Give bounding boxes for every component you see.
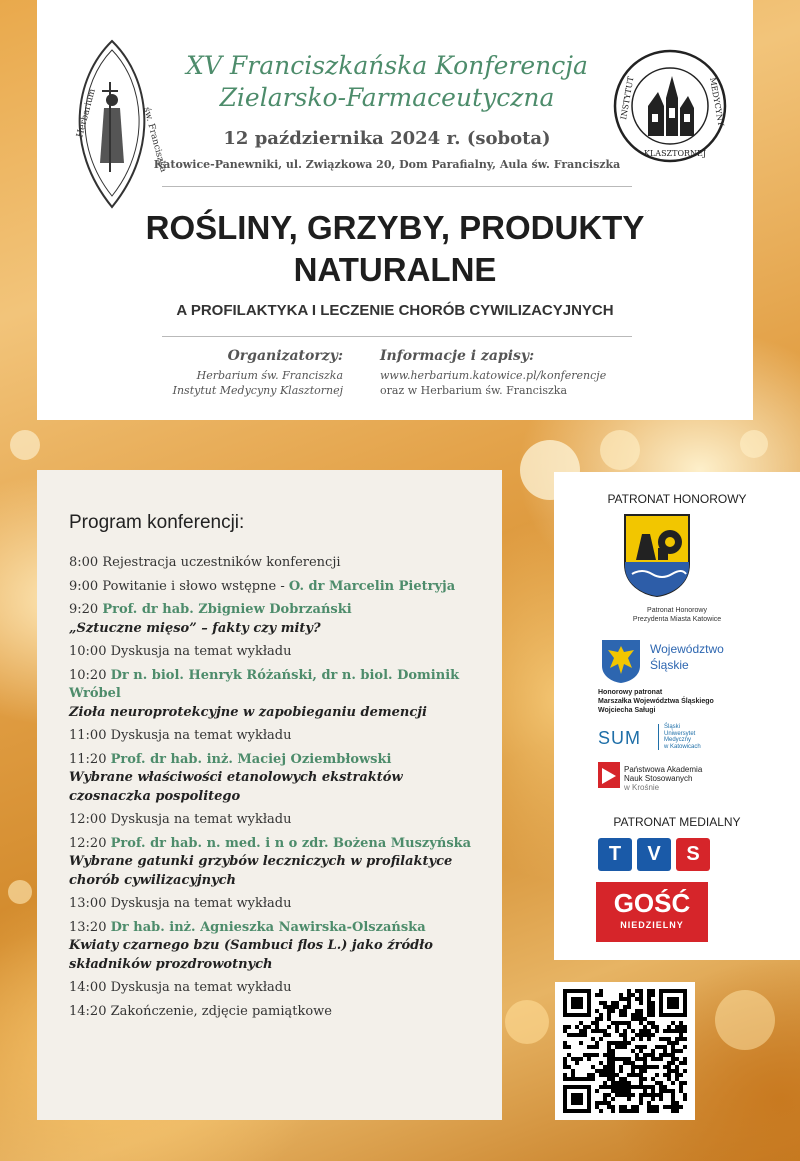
sum-line: Medyczny bbox=[664, 737, 692, 743]
entry-lecture-title: Wybrane właściwości etanolowych ekstraktów czosnaczka pospolitego bbox=[69, 770, 403, 804]
bokeh-decoration bbox=[715, 990, 775, 1050]
marshal-patronage-text: Wojciecha Saługi bbox=[598, 707, 656, 714]
entry-time: 13:20 bbox=[69, 919, 107, 935]
bokeh-decoration bbox=[740, 430, 768, 458]
program-title: Program konferencji: bbox=[69, 512, 245, 533]
header-divider bbox=[162, 336, 632, 337]
program-entry bbox=[69, 1003, 489, 1022]
program-entry bbox=[69, 979, 489, 998]
entry-text: Dyskusja na temat wykładu bbox=[110, 644, 292, 659]
sum-line: Śląski bbox=[664, 724, 681, 730]
sum-university-name bbox=[664, 724, 701, 750]
program-entry bbox=[69, 554, 489, 573]
program-entry bbox=[69, 643, 489, 662]
herbarium-seal-lettering: Herbarium bbox=[75, 87, 98, 139]
header-divider bbox=[162, 186, 632, 187]
entry-lecture-title: „Sztuczne mięso” – fakty czy mity? bbox=[69, 620, 321, 636]
svg-text:KLASZTORNEJ: KLASZTORNEJ bbox=[644, 149, 707, 158]
program-entry bbox=[69, 919, 489, 975]
entry-time: 10:20 bbox=[69, 667, 107, 683]
organizers-heading: Organizatorzy: bbox=[227, 348, 343, 364]
info-link[interactable]: www.herbarium.katowice.pl/konferencje bbox=[380, 369, 607, 382]
entry-time: 14:00 bbox=[69, 980, 107, 995]
entry-speaker: Prof. dr hab. Zbigniew Dobrzański bbox=[102, 602, 352, 617]
qr-code[interactable] bbox=[555, 982, 695, 1120]
tvs-logo-v: V bbox=[637, 838, 671, 871]
sum-line: w Katowicach bbox=[664, 743, 701, 750]
entry-speaker: Prof. dr hab. n. med. i n o zdr. Bożena Muszyńska bbox=[110, 835, 472, 851]
media-patronage-heading: PATRONAT MEDIALNY bbox=[613, 815, 741, 829]
tvs-logo-s: S bbox=[676, 838, 710, 871]
pans-name bbox=[624, 765, 702, 792]
tvs-logo-t: T bbox=[598, 838, 632, 871]
sum-line: Uniwersytet bbox=[664, 730, 696, 737]
entry-text: Dyskusja na temat wykładu bbox=[110, 812, 292, 827]
marshal-patronage-text: Honorowy patronat bbox=[598, 689, 663, 696]
subtitle: A PROFILAKTYKA I LECZENIE CHORÓB CYWILIZACYJNYCH bbox=[176, 302, 614, 319]
bokeh-decoration bbox=[8, 880, 32, 904]
herbarium-seal-icon bbox=[62, 38, 169, 210]
program-entry bbox=[69, 751, 489, 807]
entry-time: 13:00 bbox=[69, 896, 107, 911]
entry-lecture-title: Zioła neuroprotekcyjne w zapobieganiu demencji bbox=[69, 704, 427, 720]
entry-text: Rejestracja uczestników konferencji bbox=[102, 555, 341, 570]
pans-krosno-icon bbox=[598, 762, 620, 788]
marshal-patronage-text: Marszałka Województwa Śląskiego bbox=[598, 698, 714, 705]
voivodeship-name: Śląskie bbox=[650, 658, 689, 672]
entry-speaker: Dr hab. inż. Agnieszka Nawirska-Olszańska bbox=[110, 919, 426, 935]
entry-time: 10:00 bbox=[69, 644, 107, 659]
entry-lecture-title: Wybrane gatunki grzybów leczniczych w profilaktyce chorób cywilizacyjnych bbox=[69, 854, 453, 888]
program-entry bbox=[69, 667, 489, 723]
bokeh-decoration bbox=[10, 430, 40, 460]
honorary-patronage-heading: PATRONAT HONOROWY bbox=[607, 492, 747, 506]
entry-text: Dyskusja na temat wykładu bbox=[110, 896, 292, 911]
bokeh-decoration bbox=[600, 430, 640, 470]
conference-date: 12 października 2024 r. (sobota) bbox=[223, 128, 551, 149]
entry-text: Dyskusja na temat wykładu bbox=[110, 728, 292, 743]
entry-time: 11:00 bbox=[69, 728, 107, 743]
conference-location: Katowice-Panewniki, ul. Związkowa 20, Dom Parafialny, Aula św. Franciszka bbox=[153, 158, 621, 171]
program-entry bbox=[69, 578, 489, 597]
program-entry bbox=[69, 895, 489, 914]
conference-title-line1: XV Franciszkańska Konferencja bbox=[186, 51, 588, 80]
main-title-line2: NATURALNE bbox=[293, 251, 497, 288]
entry-time: 12:20 bbox=[69, 835, 107, 851]
entry-speaker: Dr n. biol. Henryk Różański, dr n. biol. Dominik Wróbel bbox=[69, 667, 460, 701]
gosc-logo-word: GOŚĆ bbox=[613, 888, 691, 918]
program-panel bbox=[37, 470, 502, 1120]
gosc-logo-subword: NIEDZIELNY bbox=[620, 920, 684, 930]
katowice-caption: Prezydenta Miasta Katowice bbox=[632, 616, 722, 623]
bokeh-decoration bbox=[505, 1000, 549, 1044]
patronage-panel bbox=[554, 472, 800, 960]
program-list bbox=[69, 554, 489, 1021]
svg-text:MEDYCYNY: MEDYCYNY bbox=[708, 76, 726, 127]
entry-time: 8:00 bbox=[69, 555, 99, 570]
voivodeship-name: Województwo bbox=[650, 642, 724, 656]
program-entry bbox=[69, 727, 489, 746]
header-panel bbox=[37, 0, 753, 420]
sum-logo: SUM bbox=[598, 728, 641, 748]
info-line: oraz w Herbarium św. Franciszka bbox=[380, 384, 568, 397]
main-title-line1: ROŚLINY, GRZYBY, PRODUKTY bbox=[145, 209, 645, 246]
katowice-caption: Patronat Honorowy bbox=[647, 607, 707, 614]
entry-text: Zakończenie, zdjęcie pamiątkowe bbox=[110, 1003, 332, 1019]
sum-divider bbox=[658, 724, 659, 750]
institute-seal-icon bbox=[612, 48, 728, 164]
entry-speaker: Prof. dr hab. inż. Maciej Oziembłowski bbox=[110, 751, 392, 767]
katowice-coat-of-arms-icon bbox=[622, 512, 692, 598]
pans-line: Nauk Stosowanych bbox=[624, 774, 693, 783]
info-heading: Informacje i zapisy: bbox=[380, 348, 535, 364]
entry-time: 11:20 bbox=[69, 751, 107, 767]
qr-code-icon bbox=[563, 989, 687, 1113]
entry-time: 9:20 bbox=[69, 602, 99, 617]
program-entry bbox=[69, 601, 489, 638]
svg-text:INSTYTUT: INSTYTUT bbox=[619, 75, 636, 121]
entry-speaker: O. dr Marcelin Pietryja bbox=[288, 578, 456, 594]
entry-lecture-title: Kwiaty czarnego bzu (Sambuci flos L.) jako źródło składników prozdrowotnych bbox=[69, 938, 433, 972]
entry-text: Powitanie i słowo wstępne - bbox=[102, 578, 285, 594]
organizer-item: Instytut Medycyny Klasztornej bbox=[172, 384, 343, 397]
pans-line: w Krośnie bbox=[624, 783, 660, 792]
silesia-eagle-icon bbox=[600, 638, 642, 684]
gosc-niedzielny-logo bbox=[596, 882, 708, 942]
entry-text: Dyskusja na temat wykładu bbox=[110, 980, 292, 995]
program-entry bbox=[69, 835, 489, 891]
conference-title-line2: Zielarsko-Farmaceutyczna bbox=[219, 83, 555, 112]
entry-time: 14:20 bbox=[69, 1003, 107, 1019]
entry-time: 12:00 bbox=[69, 812, 107, 827]
svg-text:św. Franciszka: św. Franciszka bbox=[141, 106, 169, 174]
program-entry bbox=[69, 811, 489, 830]
entry-time: 9:00 bbox=[69, 578, 99, 594]
organizer-item: Herbarium św. Franciszka bbox=[196, 369, 343, 382]
pans-line: Państwowa Akademia bbox=[624, 765, 703, 774]
